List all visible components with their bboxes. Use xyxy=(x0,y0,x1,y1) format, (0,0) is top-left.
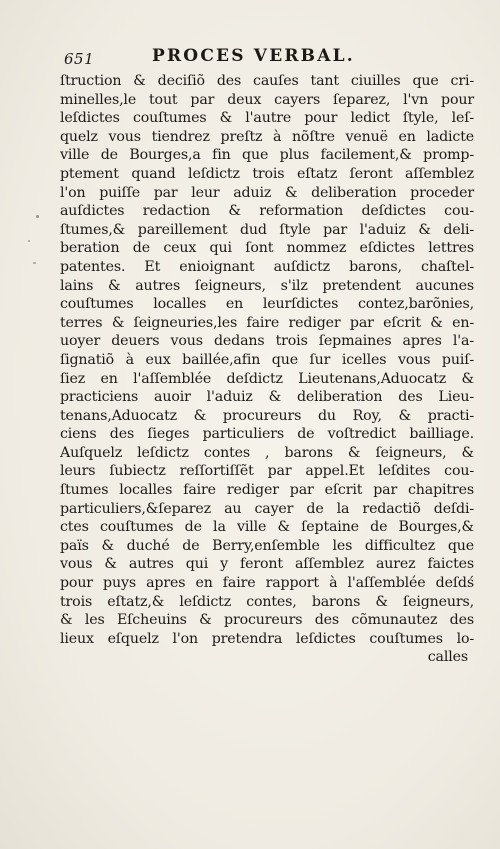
text-line: ſtruction & deciſiõ des cauſes tant ciuilles que cri- xyxy=(60,73,474,89)
text-line: ſtumes,& pareillement dud ſtyle par l'aduiz & deli- xyxy=(60,221,474,238)
text-line: l'on puiſſe par leur aduiz & deliberation proceder xyxy=(60,184,474,201)
folio-number: 651 xyxy=(64,50,95,68)
ink-speck xyxy=(28,240,30,242)
page-header xyxy=(64,46,464,68)
text-line: patentes. Et enioignant auſdictz barons, chaſtel- xyxy=(60,258,474,275)
body-text xyxy=(60,72,474,667)
text-line: ville de Bourges,a fin que plus facilement,& promp- xyxy=(60,147,474,164)
text-line: Auſquelz leſdictz contes , barons & ſeigneurs, & xyxy=(60,444,474,461)
catchword: calles xyxy=(427,649,468,666)
running-title: PROCES VERBAL. xyxy=(152,46,355,66)
text-line: lieux eſquelz l'on pretendra leſdictes couſtumes lo- xyxy=(60,630,474,647)
text-line: trois eſtatz,& leſdictz contes, barons & ſeigneurs, xyxy=(60,593,474,610)
text-line: couſtumes localles en leurſdictes contez,barõnies, xyxy=(60,296,474,313)
text-line: & les Eſcheuins & procureurs des cõmunautez des xyxy=(60,612,474,629)
text-line: beration de ceux qui ſont nommez eſdictes lettres xyxy=(60,240,474,257)
text-line: auſdictes redaction & reformation deſdictes cou- xyxy=(60,203,474,220)
text-line: païs & duché de Berry,enſemble les difficultez que xyxy=(60,537,474,554)
text-line: minelles,le tout par deux cayers ſeparez, l'vn pour xyxy=(60,91,474,108)
text-line: leurs ſubiectz reſſortiſſẽt par appel.Et leſdites cou- xyxy=(60,463,474,480)
text-line: lains & autres ſeigneurs, s'ilz pretendent aucunes xyxy=(60,277,474,294)
text-line: tenans,Aduocatz & procureurs du Roy, & practi- xyxy=(60,407,474,424)
text-line: quelz vous tiendrez preſtz à nõſtre venuë en ladicte xyxy=(60,128,474,145)
text-line: practiciens auoir l'aduiz & deliberation des Lieu- xyxy=(60,389,474,406)
text-line: ciens des ſieges particuliers de voſtredict bailliage. xyxy=(60,426,474,443)
text-line: terres & ſeigneuries,les faire rediger par eſcrit & en- xyxy=(60,314,474,331)
text-line: ſtumes localles faire rediger par eſcrit par chapitres xyxy=(60,482,474,499)
text-line: ſiez en l'aſſemblée deſdictz Lieutenans,Aduocatz & xyxy=(60,370,474,387)
text-line: vous & autres qui y feront aſſemblez aurez faictes xyxy=(60,556,474,573)
text-line: uoyer deuers vous dedans trois ſepmaines apres l'a- xyxy=(60,333,474,350)
ink-speck xyxy=(33,262,36,264)
text-line: pour puys apres en faire rapport à l'aſſemblée deſdś xyxy=(60,575,474,592)
text-line: leſdictes couſtumes & l'autre pour ledict ſtyle, leſ- xyxy=(60,110,474,127)
ink-speck xyxy=(36,215,39,218)
text-line: ctes couſtumes de la ville & ſeptaine de Bourges,& xyxy=(60,519,474,536)
text-line: ſignatiõ à eux baillée,afin que ſur icelles vous puiſ- xyxy=(60,351,474,368)
text-line: ptement quand leſdictz trois eſtatz ſeront aſſemblez xyxy=(60,165,474,182)
text-line: particuliers,&ſeparez au cayer de la redactiõ deſdi- xyxy=(60,500,474,517)
